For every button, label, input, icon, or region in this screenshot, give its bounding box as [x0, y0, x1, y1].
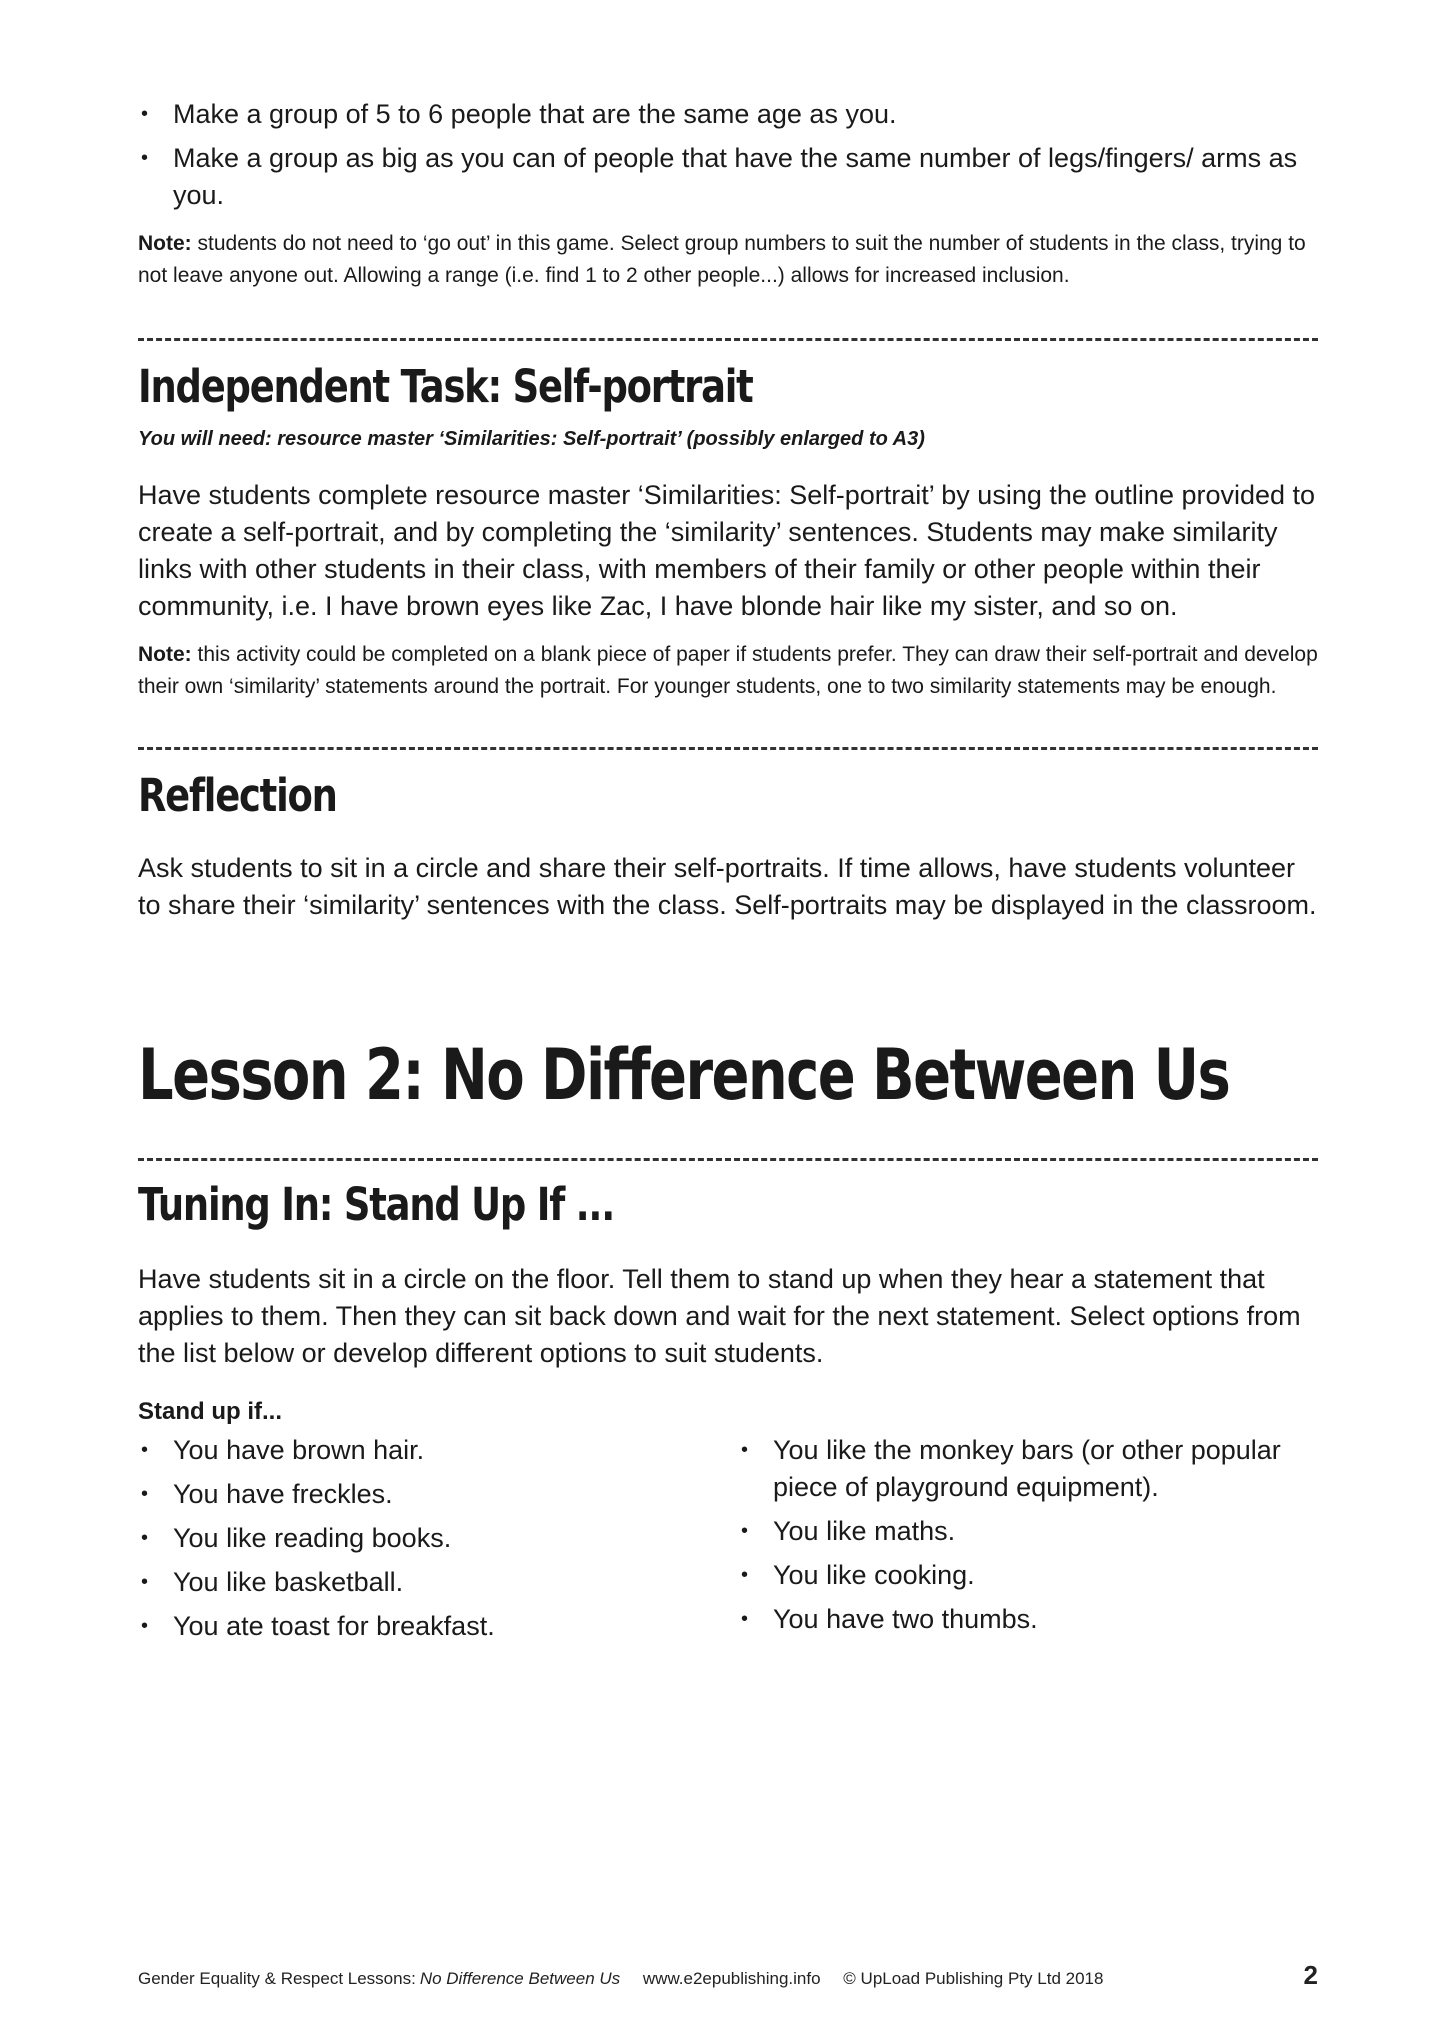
tuning-in-heading: Tuning In: Stand Up If ...: [138, 1178, 615, 1231]
page-footer: [138, 1960, 1318, 1991]
page-number: 2: [1303, 1960, 1318, 1990]
note-label: Note:: [138, 232, 192, 255]
list-item: • You like the monkey bars (or other popular piece of playground equipment).: [738, 1432, 1298, 1506]
document-page: [138, 96, 1318, 1652]
list-item: • You like basketball.: [138, 1564, 738, 1601]
note-text: students do not need to ‘go out’ in this game. Select group numbers to suit the number of students in the class, trying to not leave anyone out. Allowing a range (i.e. find 1 to 2 other people...) allows for increased inclusion.: [138, 232, 1306, 287]
stand-up-list-right: [738, 1432, 1298, 1638]
materials-needed: You will need: resource master ‘Similarities: Self-portrait’ (possibly enlarged to A3): [138, 428, 925, 450]
footer-copyright: © UpLoad Publishing Pty Ltd 2018: [843, 1969, 1104, 1988]
reflection-body: Ask students to sit in a circle and share their self-portraits. If time allows, have students volunteer to share their ‘similarity’ sentences with the class. Self-portraits may be displayed in the classroom.: [138, 853, 1317, 920]
list-item: • You have brown hair.: [138, 1432, 738, 1469]
top-bullet-list: [138, 96, 1318, 214]
stand-up-lists: [138, 1432, 1318, 1652]
list-item: • You like reading books.: [138, 1520, 738, 1557]
reflection-heading: Reflection: [138, 769, 337, 822]
section-divider: [138, 747, 1318, 750]
left-column: [138, 1432, 738, 1652]
list-item: • You like maths.: [738, 1513, 1298, 1550]
lesson-title: Lesson 2: No Difference Between Us: [138, 1034, 1230, 1116]
list-item: • Make a group of 5 to 6 people that are the same age as you.: [138, 96, 1318, 133]
list-item: • You have freckles.: [138, 1476, 738, 1513]
tuning-in-body: Have students sit in a circle on the floor. Tell them to stand up when they hear a statement that applies to them. Then they can sit back down and wait for the next statement. Select options from the list below or develop different options to suit students.: [138, 1264, 1301, 1368]
note-paragraph: [138, 228, 1318, 292]
stand-up-list-left: [138, 1432, 738, 1645]
independent-task-heading: Independent Task: Self-portrait: [138, 360, 753, 413]
footer-book-title: No Difference Between Us: [419, 1969, 621, 1988]
footer-series-text: Gender Equality & Respect Lessons:: [138, 1969, 416, 1988]
list-item: • You like cooking.: [738, 1557, 1298, 1594]
note-text: this activity could be completed on a blank piece of paper if students prefer. They can draw their self-portrait and develop their own ‘similarity’ statements around the portrait. For younger students, one to two similarity statements may be enough.: [138, 643, 1318, 698]
footer-series: [138, 1969, 620, 1988]
list-item: • Make a group as big as you can of people that have the same number of legs/fingers/ arms as you.: [138, 140, 1323, 214]
list-item: • You ate toast for breakfast.: [138, 1608, 738, 1645]
note-label: Note:: [138, 643, 192, 666]
note-paragraph: [138, 639, 1318, 703]
list-item: • You have two thumbs.: [738, 1601, 1298, 1638]
right-column: [738, 1432, 1298, 1652]
section-divider: [138, 338, 1318, 341]
stand-up-subheading: Stand up if...: [138, 1398, 282, 1425]
independent-task-body: Have students complete resource master ‘Similarities: Self-portrait’ by using the outline provided to create a self-portrait, and by completing the ‘similarity’ sentences. Students may make similarity links with other students in their class, with members of their family or other people within their community, i.e. I have brown eyes like Zac, I have blonde hair like my sister, and so on.: [138, 480, 1316, 621]
footer-credits: [138, 1969, 1121, 1989]
section-divider: [138, 1158, 1318, 1161]
footer-website: www.e2epublishing.info: [642, 1969, 821, 1988]
